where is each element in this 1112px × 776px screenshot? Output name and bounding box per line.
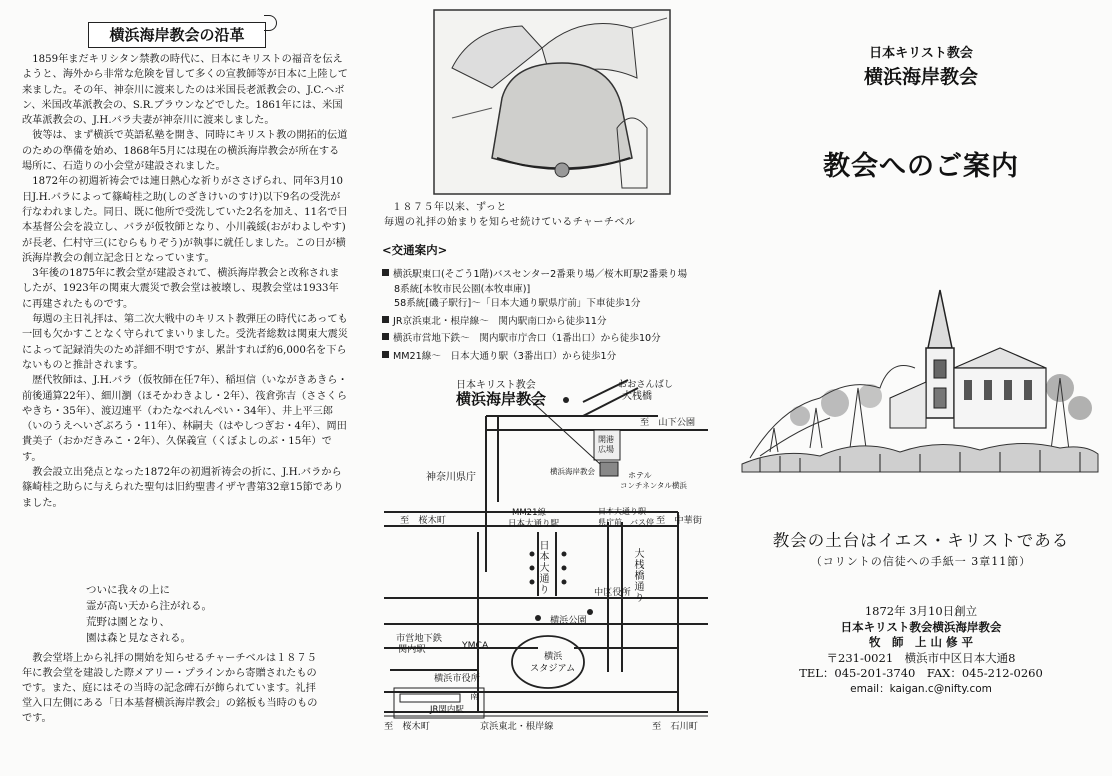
history-paragraph: 歴代牧師は、J.H.バラ（仮牧師在任7年）、稲垣信（いながきあきら・前後通算22年）、細川瀏（ほそかわきよし・2年）、筏倉弥吉（ささくらやきち・35年）、渡辺連平（わたなべれんぺい・34年）、井上平三郎（いのうえへいざぶろう・11年）、林嗣夫（はやしつぎお・4年）、岡田貴美子（おかだきみこ・2年）、久保義宣（くぼよしのぶ・15年）です。 <box>22 375 348 463</box>
map-label: 至 桜木町 <box>400 515 446 526</box>
history-paragraph: 3年後の1875年に教会堂が建設されて、横浜海岸教会と改称されましたが、1923年の関東大震災で教会堂は被壊し、現教会堂は1933年に再建されたものです。 <box>22 268 340 310</box>
map-label: 至 石川町 <box>652 721 698 732</box>
map-label: 市営地下鉄 <box>396 633 442 644</box>
map-street-label: 大桟橋通り <box>632 548 643 603</box>
access-sub: 58系統[磯子駅行]～「日本大通り駅県庁前」下車徒歩1分 <box>394 298 641 309</box>
bullet-square-icon <box>382 333 389 340</box>
access-main: JR京浜東北・根岸線～ 関内駅南口から徒歩11分 <box>393 315 607 327</box>
access-main: 横浜駅東口(そごう1階)バスセンター2番乗り場／桜木町駅2番乗り場 <box>393 269 688 280</box>
map-label: 京浜東北・根岸線 <box>480 721 554 732</box>
bell-note-text: 教会堂塔上から礼拝の開始を知らせるチャーチベルは１８７５年に教会堂を建設した際メアリー・プラインから寄贈されたものです。また、庭にはその当時の記念碑石が飾られています。礼拝堂入口左側にある「日本基督横浜海岸教会」の銘板も当時のものです。 <box>22 653 318 724</box>
map-label: YMCA <box>462 640 489 651</box>
bell-caption <box>384 200 635 230</box>
founded-date: 1872年 3月10日創立 <box>864 604 978 618</box>
verse-reference: （コリントの信徒への手紙一 3章11節） <box>810 555 1032 568</box>
foundation-verse: 教会の土台はイエス・キリストである <box>772 531 1070 550</box>
access-list <box>382 268 687 367</box>
poem-line: 荒野は園となり、 <box>86 616 170 628</box>
map-street-label: 日本大通り <box>537 540 548 595</box>
caption-line: 毎週の礼拝の始まりを知らせ続けているチャーチベル <box>384 217 636 228</box>
email[interactable]: email：kaigan.c@nifty.com <box>850 682 992 695</box>
pastor-name: 牧 師 上 山 修 平 <box>868 635 973 649</box>
bullet-square-icon <box>382 351 389 358</box>
guide-title: 教会へのご案内 <box>823 151 1019 182</box>
map-label: 神奈川県庁 <box>426 472 476 483</box>
map-label: 横浜市役所 <box>434 673 480 684</box>
map-label: 至 山下公園 <box>640 417 696 428</box>
map-label: MM21線 <box>512 508 546 518</box>
map-label: 大桟橋 <box>622 391 652 402</box>
map-label: 関内駅 <box>398 644 426 655</box>
phone-fax: TEL：045-201-3740 FAX：045-212-0260 <box>799 666 1043 680</box>
map-label: ホテル <box>628 471 652 480</box>
map-label: 至 中華街 <box>656 515 702 526</box>
access-heading: <交通案内> <box>382 243 448 257</box>
history-paragraph: 教会設立出発点となった1872年の初週祈祷会の折に、J.H.バラから篠崎桂之助らに与えられた聖句は旧約聖書イザヤ書第32章15節でありました。 <box>22 467 344 509</box>
map-title-big: 横浜海岸教会 <box>456 390 547 408</box>
organization-name: 日本キリスト教会横浜海岸教会 <box>840 619 1002 634</box>
access-item <box>382 315 687 330</box>
map-label: 横浜 <box>544 651 563 662</box>
access-item <box>382 350 687 365</box>
history-paragraph: 1872年の初週祈祷会では連日熱心な祈りがささげられ、同年3月10日J.H.バラによって篠崎桂之助(しのざきけいのすけ)以下9名の受洗が行なわれました。同日、既に他所で受洗していた2名を加え、11名で日本基督公会を設立し、バラが仮牧師となり、小川義綏(おがわよしやす)が長老、仁村守三(にむらもりぞう)が執事に就任しました。この日が横浜海岸教会の創立記念日となっています。 <box>22 176 348 264</box>
bullet-square-icon <box>382 316 389 323</box>
access-main: 横浜市営地下鉄～ 関内駅市庁舎口（1番出口）から徒歩10分 <box>393 333 661 344</box>
map-label: 横浜公園 <box>550 615 587 626</box>
church-info <box>730 604 1112 697</box>
map-label: 開港 <box>598 435 614 444</box>
map-label: 県庁前 バス停 <box>598 518 654 527</box>
access-main: MM21線～ 日本大通り駅（3番出口）から徒歩1分 <box>393 350 617 362</box>
history-body <box>22 52 348 511</box>
access-sub: 8系統[本牧市民公園(本牧車庫)] <box>394 283 531 295</box>
history-paragraph: 彼等は、まず横浜で英語私塾を開き、同時にキリスト教の開拓的伝道のための準備を始め、1868年5月には現在の横浜海岸教会が所在する場所に、石造りの小会堂が建設されました。 <box>22 130 348 173</box>
bullet-square-icon <box>382 269 389 276</box>
map-label: 広場 <box>598 445 614 454</box>
map-label: 中区役所 <box>594 587 631 598</box>
scripture-poem <box>86 582 212 646</box>
map-label: 日本大通り駅 <box>508 519 560 529</box>
map-label: スタジアム <box>530 663 576 674</box>
church-bell-sketch <box>432 8 672 196</box>
cover-panel <box>730 0 1112 776</box>
church-name: 横浜海岸教会 <box>863 66 978 88</box>
map-label: おおさんばし <box>618 379 674 390</box>
bell-note <box>22 651 322 726</box>
map-label: 南 <box>470 691 480 702</box>
access-item <box>382 332 687 347</box>
poem-line: 霊が高い天から注がれる。 <box>86 600 212 612</box>
history-panel <box>0 0 370 776</box>
poem-line: 園は森と見なされる。 <box>86 632 191 644</box>
poem-line: ついに我々の上に <box>86 584 170 596</box>
access-item <box>382 268 687 312</box>
address: 〒231-0021 横浜市中区日本大通8 <box>826 650 1016 665</box>
map-label: コンチネンタル横浜 <box>620 481 687 490</box>
map-label: 横浜海岸教会 <box>550 467 595 476</box>
map-label: 至 桜木町 <box>384 721 430 732</box>
map-label: 日本大通り駅 <box>598 507 646 516</box>
church-illustration <box>740 288 1100 474</box>
access-panel <box>370 0 730 776</box>
denomination-name: 日本キリスト教会 <box>869 46 973 61</box>
history-heading: 横浜海岸教会の沿革 <box>88 22 266 48</box>
map-title-small: 日本キリスト教会 <box>456 380 536 391</box>
history-paragraph: 毎週の主日礼拝は、第二次大戦中のキリスト教弾圧の時代にあっても一回も欠かすことなく守られてまいりました。受洗者総数は関東大震災によって記録消失のため詳細不明ですが、累計すれば約6,000名を下らないものと推計されます。 <box>22 314 348 371</box>
map-label: JR関内駅 <box>430 705 464 715</box>
history-paragraph: 1859年まだキリシタン禁教の時代に、日本にキリストの福音を伝えようと、海外から非常な危険を冒して多くの宣教師等が日本に上陸して来ました。その年、神奈川に渡来したのは米国長老派教会の、J.C.ヘボン、米国改革派教会の、S.R.ブラウンなどでした。1861年には、米国改革派教会の、J.H.バラ夫妻が神奈川に渡来しました。 <box>22 54 348 127</box>
caption-line: １８７５年以来、ずっと <box>392 202 507 213</box>
